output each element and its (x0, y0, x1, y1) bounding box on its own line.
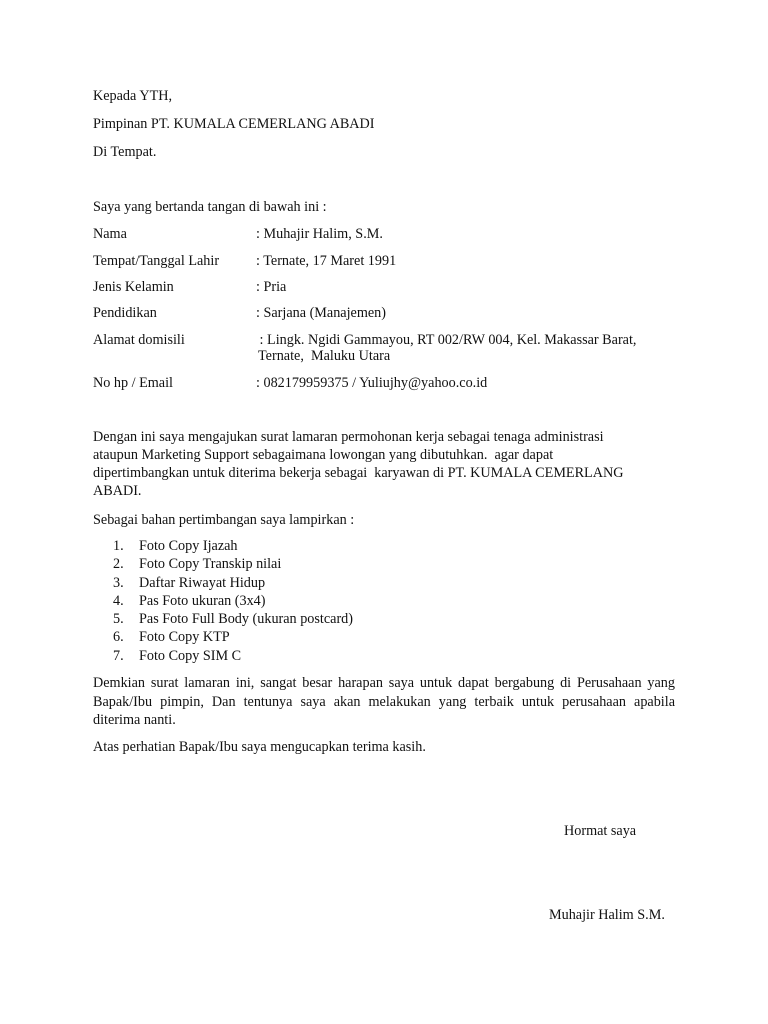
field-label-birth: Tempat/Tanggal Lahir (93, 253, 220, 269)
list-text: Pas Foto Full Body (ukuran postcard) (139, 611, 353, 628)
field-label-education: Pendidikan (93, 305, 157, 321)
list-text: Foto Copy Ijazah (139, 538, 238, 554)
field-value-address: : Lingk. Ngidi Gammayou, RT 002/RW 004, Kel. Makassar Barat, (256, 332, 637, 348)
regards-line: Hormat saya (564, 823, 637, 839)
body-paragraph-line-4: ABADI. (93, 483, 142, 499)
list-number: 6. (113, 629, 124, 646)
list-text: Foto Copy SIM C (139, 647, 242, 664)
place-line: Di Tempat. (93, 144, 157, 160)
list-number: 7. (113, 647, 124, 664)
field-label-gender: Jenis Kelamin (93, 279, 174, 295)
body-paragraph-line-3: dipertimbangkan untuk diterima bekerja sebagai karyawan di PT. KUMALA CEMERLANG (93, 465, 624, 481)
list-text: Foto Copy Transkip nilai (139, 556, 282, 573)
field-label-name: Nama (93, 226, 127, 242)
field-value-contact: : 082179959375 / Yuliujhy@yahoo.co.id (256, 375, 488, 391)
field-value-education: : Sarjana (Manajemen) (256, 305, 386, 321)
field-value-name: : Muhajir Halim, S.M. (256, 226, 383, 242)
field-value-gender: : Pria (256, 279, 287, 295)
list-number: 4. (113, 592, 124, 609)
body-paragraph-line-1: Dengan ini saya mengajukan surat lamaran permohonan kerja sebagai tenaga administrasi (93, 429, 604, 445)
signature-name: Muhajir Halim S.M. (549, 907, 665, 923)
list-number: 3. (113, 574, 124, 591)
field-value-address-cont: Ternate, Maluku Utara (258, 348, 391, 364)
list-text: Daftar Riwayat Hidup (139, 574, 266, 591)
field-value-birth: : Ternate, 17 Maret 1991 (256, 253, 397, 269)
closing-paragraph: Demkian surat lamaran ini, sangat besar harapan saya untuk dapat bergabung di Perusahaan yang Bapak/Ibu pimpin, Dan tentunya saya akan melakukan yang terbaik untuk perusahaan apabila diterima nanti. (93, 675, 675, 728)
list-text: Foto Copy KTP (139, 629, 230, 646)
field-label-address: Alamat domisili (93, 332, 185, 348)
thanks-line: Atas perhatian Bapak/Ibu saya mengucapkan terima kasih. (93, 739, 426, 755)
list-number: 5. (113, 611, 124, 628)
list-number: 1. (113, 538, 124, 554)
list-text: Pas Foto ukuran (3x4) (139, 592, 266, 609)
field-label-contact: No hp / Email (93, 375, 173, 391)
intro-line: Saya yang bertanda tangan di bawah ini : (93, 199, 327, 215)
salutation: Kepada YTH, (93, 88, 173, 104)
body-paragraph-line-2: ataupun Marketing Support sebagaimana lowongan yang dibutuhkan. agar dapat (93, 447, 554, 463)
attachments-intro: Sebagai bahan pertimbangan saya lampirkan : (93, 512, 355, 528)
recipient-line: Pimpinan PT. KUMALA CEMERLANG ABADI (93, 116, 375, 132)
list-number: 2. (113, 556, 124, 573)
